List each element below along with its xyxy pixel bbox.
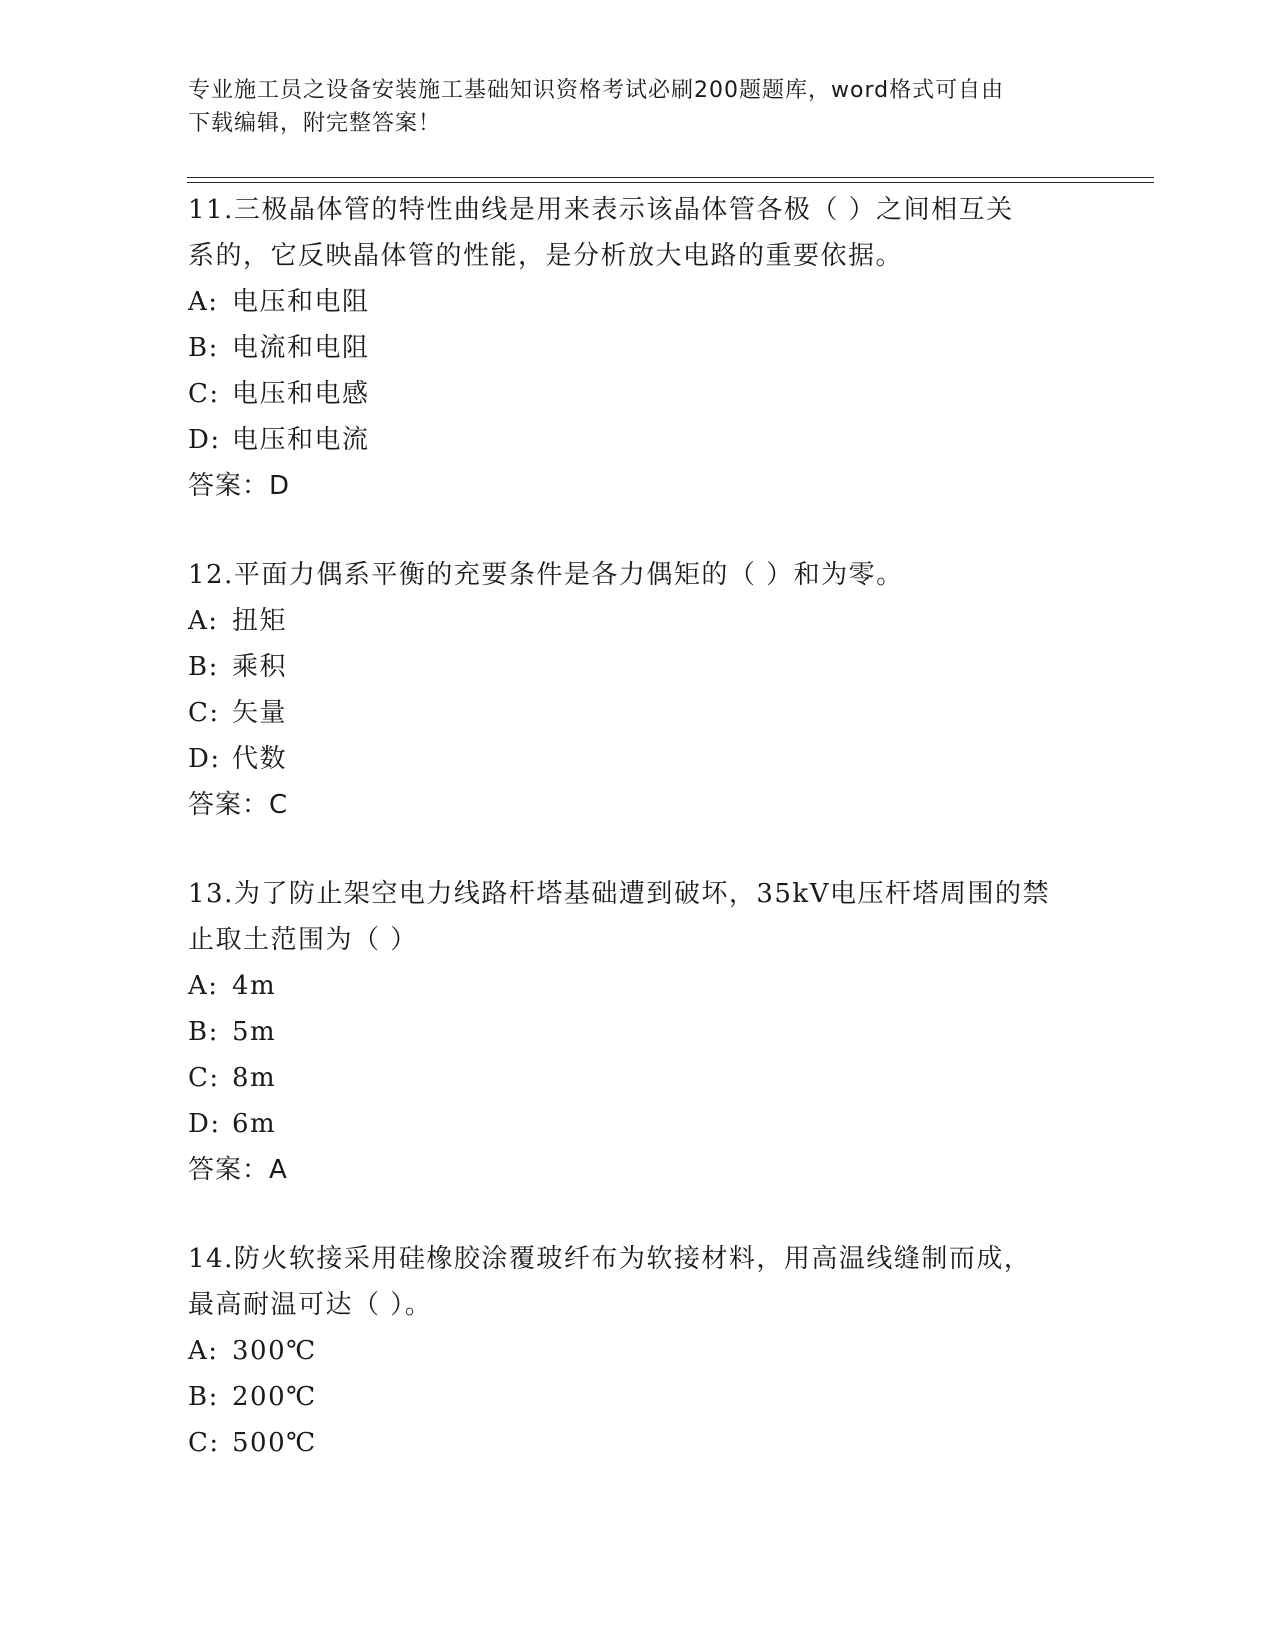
option-text: 矢量 bbox=[232, 698, 288, 728]
option-label: D: bbox=[188, 1109, 221, 1139]
option-c bbox=[188, 371, 1088, 417]
option-a bbox=[188, 963, 1088, 1009]
option-c bbox=[188, 1420, 1088, 1466]
option-b bbox=[188, 325, 1088, 371]
header-divider-top bbox=[187, 177, 1154, 178]
question-13 bbox=[188, 871, 1088, 1193]
option-text: 电流和电阻 bbox=[232, 333, 370, 363]
header-divider-bottom bbox=[187, 182, 1154, 183]
question-stem-line-2: 系的，它反映晶体管的性能，是分析放大电路的重要依据。 bbox=[188, 241, 904, 271]
question-12 bbox=[188, 552, 1088, 828]
option-text: 500℃ bbox=[232, 1428, 317, 1458]
option-label: B: bbox=[188, 1382, 219, 1412]
question-11 bbox=[188, 187, 1088, 509]
option-label: A: bbox=[188, 971, 219, 1001]
question-stem-line-2: 止取土范围为（ ） bbox=[188, 925, 418, 955]
option-c bbox=[188, 1055, 1088, 1101]
option-text: 电压和电阻 bbox=[232, 287, 370, 317]
option-label: A: bbox=[188, 287, 219, 317]
option-text: 200℃ bbox=[232, 1382, 317, 1412]
option-text: 4m bbox=[232, 971, 277, 1001]
option-a bbox=[188, 279, 1088, 325]
option-b bbox=[188, 644, 1088, 690]
option-label: B: bbox=[188, 1017, 219, 1047]
option-label: C: bbox=[188, 379, 220, 409]
option-c bbox=[188, 690, 1088, 736]
answer: 答案：A bbox=[188, 1155, 288, 1185]
option-label: B: bbox=[188, 652, 219, 682]
question-stem-line-2: 最高耐温可达（ ）。 bbox=[188, 1290, 433, 1320]
header-line-2: 下载编辑，附完整答案！ bbox=[188, 111, 442, 136]
option-label: D: bbox=[188, 744, 221, 774]
option-text: 6m bbox=[232, 1109, 277, 1139]
option-text: 8m bbox=[232, 1063, 277, 1093]
option-text: 电压和电流 bbox=[232, 425, 370, 455]
question-stem-line-1: 14.防火软接采用硅橡胶涂覆玻纤布为软接材料，用高温线缝制而成， bbox=[188, 1244, 1032, 1274]
option-text: 5m bbox=[232, 1017, 277, 1047]
answer: 答案：C bbox=[188, 790, 289, 820]
option-label: C: bbox=[188, 698, 220, 728]
option-label: C: bbox=[188, 1063, 220, 1093]
option-label: D: bbox=[188, 425, 221, 455]
option-label: B: bbox=[188, 333, 219, 363]
question-stem-line-1: 13.为了防止架空电力线路杆塔基础遭到破坏，35kV电压杆塔周围的禁 bbox=[188, 879, 1050, 909]
option-b bbox=[188, 1009, 1088, 1055]
option-label: C: bbox=[188, 1428, 220, 1458]
option-label: A: bbox=[188, 606, 219, 636]
answer: 答案：D bbox=[188, 471, 291, 501]
question-stem-line-1: 11.三极晶体管的特性曲线是用来表示该晶体管各极（ ）之间相互关 bbox=[188, 195, 1014, 225]
option-d bbox=[188, 417, 1088, 463]
document-header bbox=[188, 74, 1078, 140]
option-text: 电压和电感 bbox=[232, 379, 370, 409]
option-text: 代数 bbox=[232, 744, 288, 774]
option-text: 300℃ bbox=[232, 1336, 317, 1366]
question-14 bbox=[188, 1236, 1088, 1466]
option-text: 乘积 bbox=[232, 652, 288, 682]
option-b bbox=[188, 1374, 1088, 1420]
option-d bbox=[188, 1101, 1088, 1147]
option-label: A: bbox=[188, 1336, 219, 1366]
header-line-1: 专业施工员之设备安装施工基础知识资格考试必刷200题题库，word格式可自由 bbox=[188, 78, 1005, 103]
option-d bbox=[188, 736, 1088, 782]
option-a bbox=[188, 1328, 1088, 1374]
question-stem-line-1: 12.平面力偶系平衡的充要条件是各力偶矩的（ ）和为零。 bbox=[188, 560, 904, 590]
option-text: 扭矩 bbox=[232, 606, 288, 636]
option-a bbox=[188, 598, 1088, 644]
